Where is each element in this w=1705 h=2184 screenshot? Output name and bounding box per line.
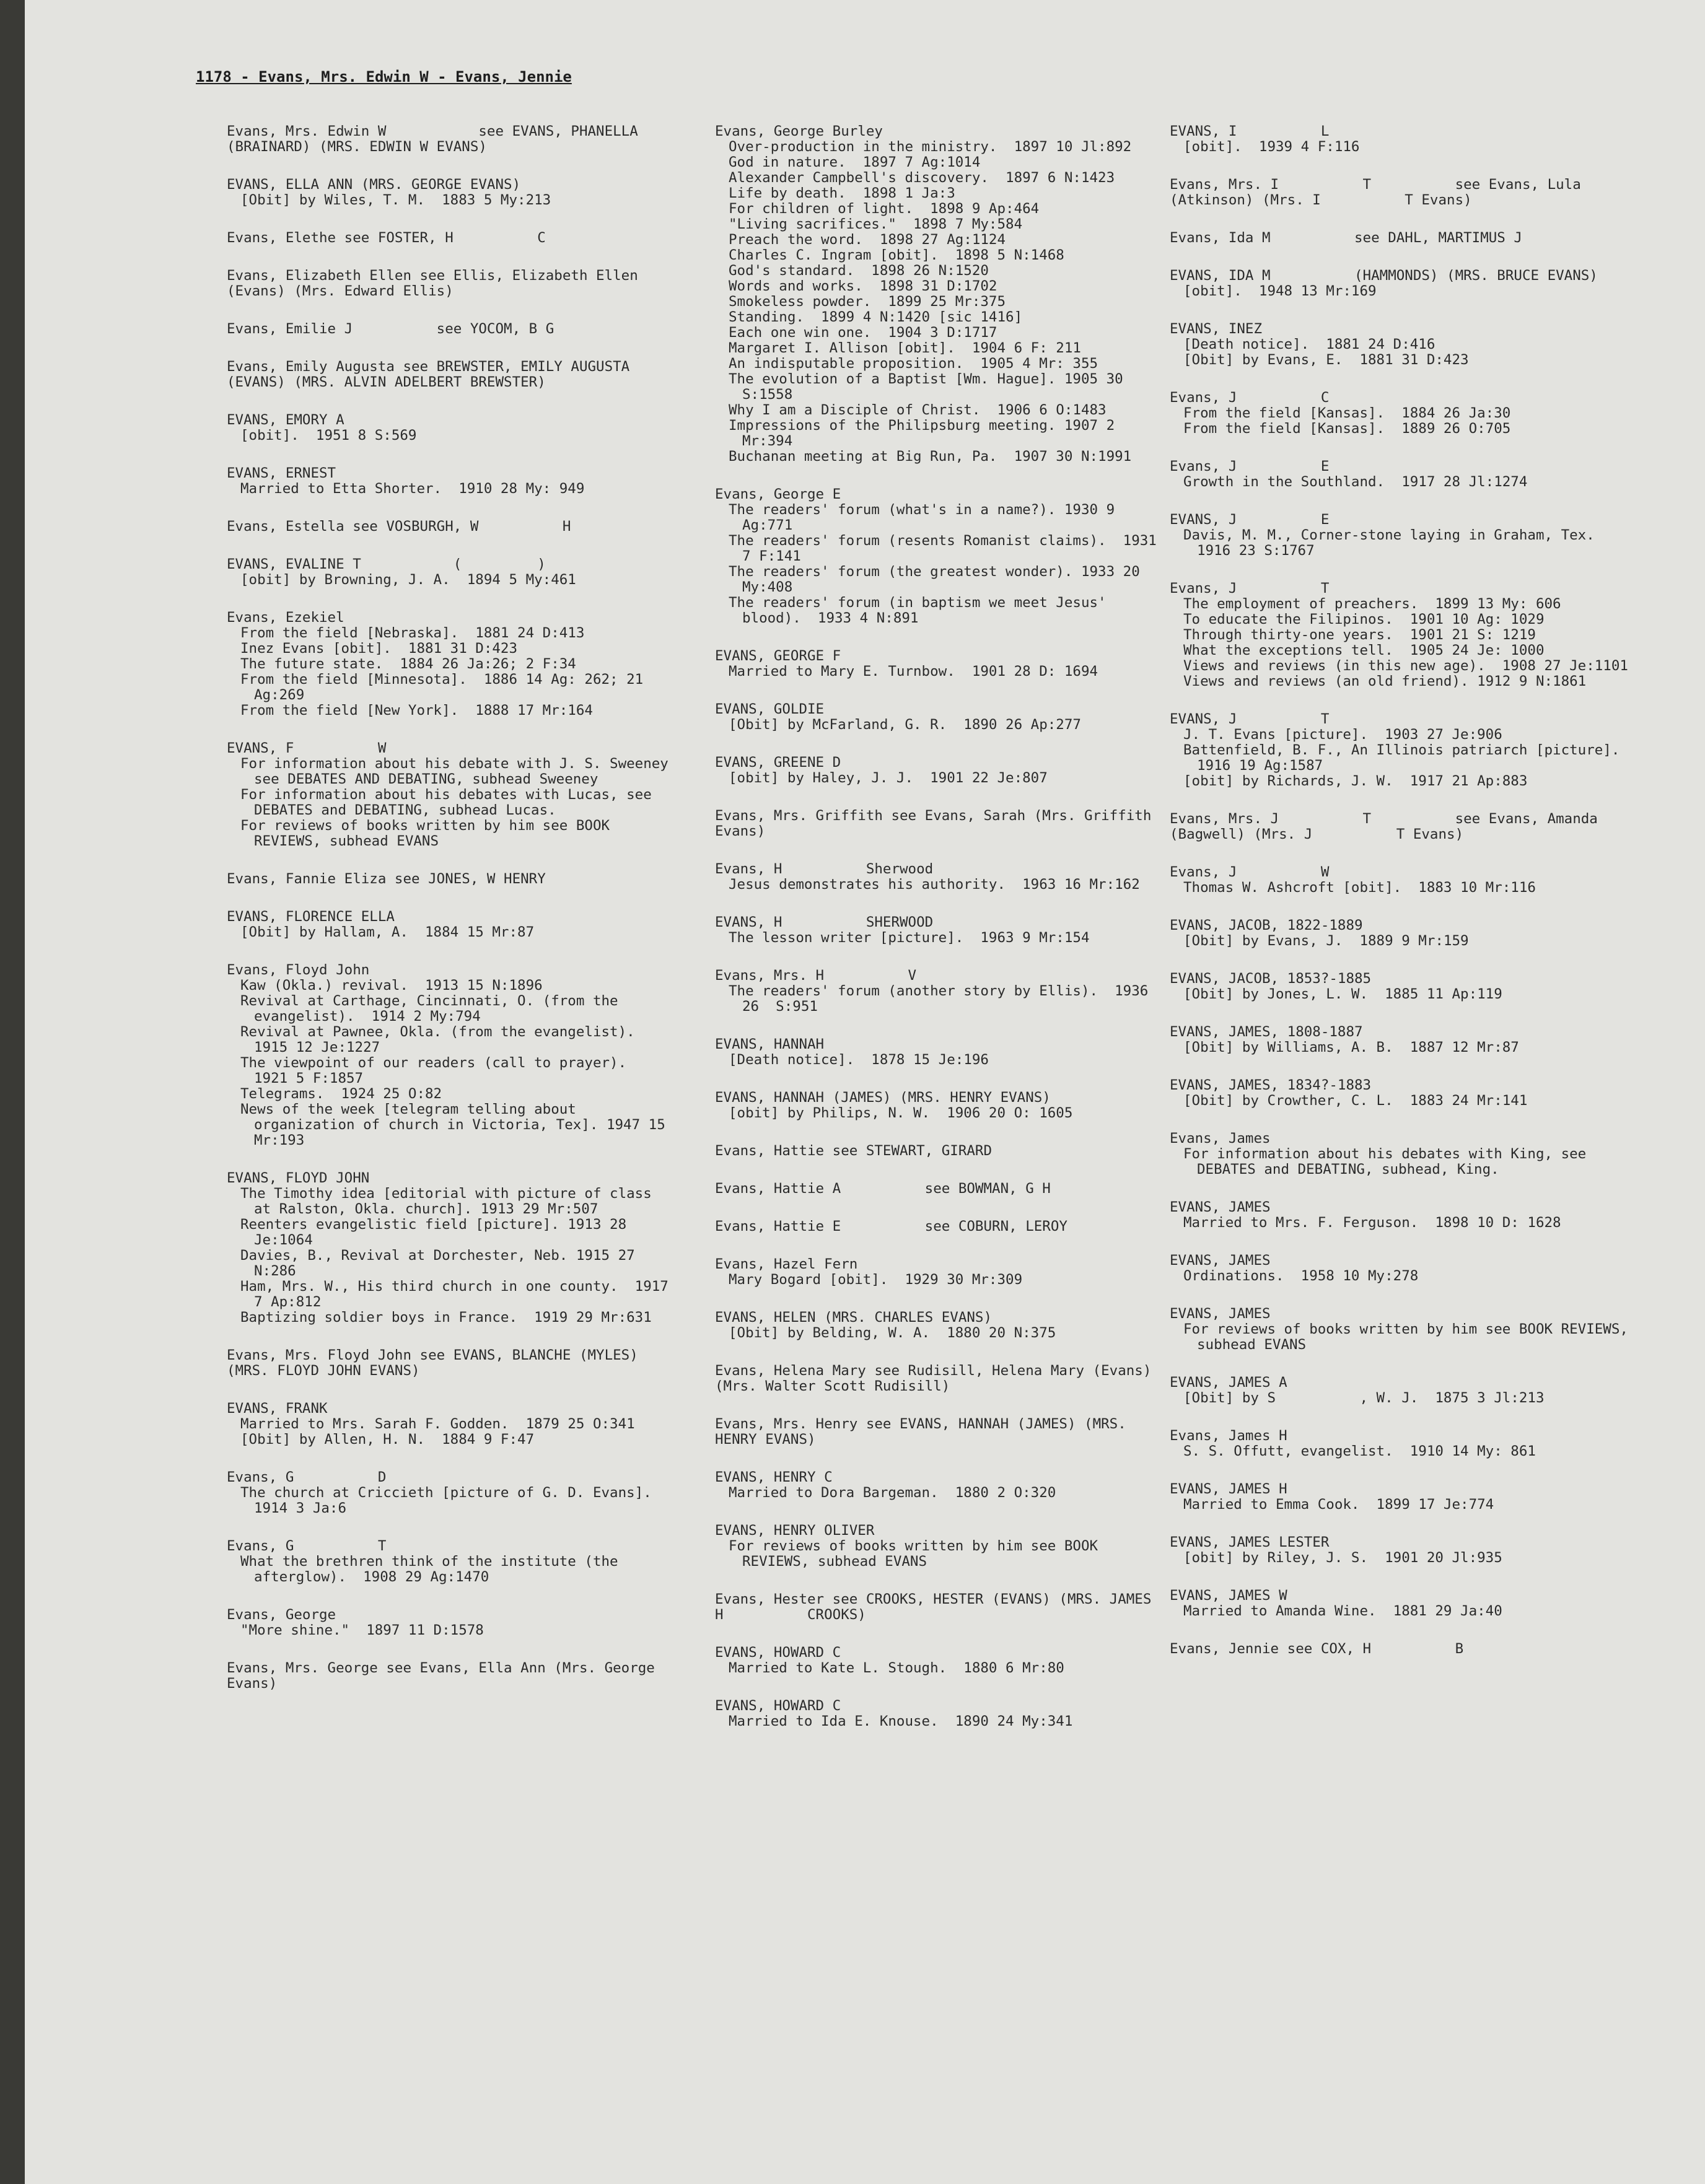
entry-heading: Evans, Mrs. J T see Evans, Amanda (Bagwell) (Mrs. J T Evans): [1170, 811, 1606, 842]
entry-heading: EVANS, EMORY A: [227, 412, 344, 428]
entry-heading: EVANS, GOLDIE: [715, 701, 825, 717]
entry-citation: [obit] by Riley, J. S. 1901 20 Jl:935: [1183, 1550, 1502, 1566]
entry-citation: The lesson writer [picture]. 1963 9 Mr:154: [729, 930, 1090, 946]
entry-citation: [obit] by Richards, J. W. 1917 21 Ap:883: [1183, 773, 1528, 789]
index-entry: [1170, 1200, 1641, 1231]
entry-citation: What the exceptions tell. 1905 24 Je: 1000: [1183, 642, 1545, 658]
index-entry: [227, 466, 673, 497]
index-entry: [1170, 1535, 1641, 1566]
entry-heading: EVANS, ERNEST: [227, 465, 336, 481]
entry-citation: [Obit] by Hallam, A. 1884 15 Mr:87: [240, 924, 535, 940]
index-entry: [715, 1523, 1161, 1570]
entry-citation: From the field [Kansas]. 1884 26 Ja:30: [1183, 405, 1511, 421]
entry-citation: Ordinations. 1958 10 My:278: [1183, 1268, 1419, 1284]
index-entry: [227, 963, 673, 1148]
entry-citation: For information about his debates with Lucas, see DEBATES and DEBATING, subhead Lucas.: [240, 787, 660, 818]
entry-heading: Evans, Mrs. H V: [715, 968, 917, 984]
index-entry: [1170, 1482, 1641, 1513]
index-entry: [227, 230, 673, 246]
entry-citation: The readers' forum (what's in a name?). 1930 9 Ag:771: [729, 502, 1123, 533]
index-entry: [227, 519, 673, 535]
entry-citation: Words and works. 1898 31 D:1702: [729, 278, 997, 294]
entry-citation: The readers' forum (in baptism we meet Jesus' blood). 1933 4 N:891: [729, 595, 1115, 626]
entry-heading: Evans, J T: [1170, 580, 1330, 596]
entry-heading: Evans, Fannie Eliza see JONES, W HENRY: [227, 871, 546, 887]
entry-heading: Evans, Hattie E see COBURN, LEROY: [715, 1218, 1067, 1234]
index-entry: [227, 1539, 673, 1585]
entry-citation: [obit]. 1951 8 S:569: [240, 427, 417, 443]
index-entry: [227, 1401, 673, 1448]
index-entry: [715, 486, 1165, 626]
entry-citation: [Obit] by Evans, J. 1889 9 Mr:159: [1183, 933, 1469, 949]
index-entry: [227, 1170, 677, 1326]
index-entry: [715, 1037, 1161, 1068]
entry-citation: [Death notice]. 1881 24 D:416: [1183, 336, 1435, 352]
entry-citation: [obit]. 1939 4 F:116: [1183, 139, 1360, 155]
entry-citation: Davis, M. M., Corner-stone laying in Graham, Tex. 1916 23 S:1767: [1183, 527, 1611, 559]
index-entry: [715, 1470, 1161, 1501]
entry-citation: Married to Mrs. Sarah F. Godden. 1879 25 O:341: [240, 1416, 635, 1432]
index-entry: [227, 1348, 673, 1379]
entry-citation: The employment of preachers. 1899 13 My: 606: [1183, 596, 1561, 612]
entry-citation: The readers' forum (the greatest wonder). 1933 20 My:408: [729, 564, 1149, 595]
entry-heading: EVANS, JAMES, 1834?-1883: [1170, 1077, 1372, 1093]
index-entry: [715, 1645, 1161, 1676]
index-entry: [227, 413, 673, 443]
entry-heading: EVANS, JAMES LESTER: [1170, 1534, 1330, 1550]
entry-heading: EVANS, JAMES W: [1170, 1588, 1287, 1604]
index-entry: [715, 1417, 1161, 1448]
entry-heading: Evans, G D: [227, 1469, 387, 1485]
entry-citation: Kaw (Okla.) revival. 1913 15 N:1896: [240, 977, 543, 994]
entry-citation: S. S. Offutt, evangelist. 1910 14 My: 861: [1183, 1443, 1536, 1459]
index-entry: [1170, 1588, 1641, 1619]
entry-heading: EVANS, HENRY C: [715, 1469, 833, 1485]
entry-citation: Inez Evans [obit]. 1881 31 D:423: [240, 640, 518, 657]
entry-heading: Evans, George E: [715, 486, 841, 502]
entry-citation: The evolution of a Baptist [Wm. Hague]. 1905 30 S:1558: [729, 371, 1132, 403]
index-entry: [1170, 865, 1641, 896]
index-entry: [715, 1143, 1161, 1159]
entry-citation: [Obit] by S , W. J. 1875 3 Jl:213: [1183, 1390, 1545, 1406]
entry-citation: Married to Mrs. F. Ferguson. 1898 10 D: 1628: [1183, 1215, 1561, 1231]
page-sheet: [25, 0, 1705, 2184]
entry-citation: [Death notice]. 1878 15 Je:196: [729, 1052, 989, 1068]
entry-citation: Reenters evangelistic field [picture]. 1913 28 Je:1064: [240, 1216, 635, 1248]
entry-citation: Revival at Pawnee, Okla. (from the evangelist). 1915 12 Je:1227: [240, 1024, 652, 1055]
index-entry: [227, 909, 673, 940]
entry-heading: EVANS, H SHERWOOD: [715, 914, 934, 930]
entry-citation: Each one win one. 1904 3 D:1717: [729, 325, 997, 341]
index-column-1: [227, 123, 677, 1714]
entry-citation: Standing. 1899 4 N:1420 [sic 1416]: [729, 309, 1023, 325]
entry-heading: Evans, Emily Augusta see BREWSTER, EMILY AUGUSTA (EVANS) (MRS. ALVIN ADELBERT BREWSTER): [227, 359, 638, 390]
entry-citation: Married to Etta Shorter. 1910 28 My: 949: [240, 481, 585, 497]
entry-citation: For reviews of books written by him see BOOK REVIEWS, subhead EVANS: [240, 818, 618, 849]
entry-citation: Charles C. Ingram [obit]. 1898 5 N:1468: [729, 247, 1064, 263]
index-entry: [227, 177, 673, 208]
index-entry: [715, 1592, 1161, 1623]
entry-citation: Thomas W. Ashcroft [obit]. 1883 10 Mr:116: [1183, 880, 1536, 896]
entry-heading: Evans, Ezekiel: [227, 609, 344, 626]
index-entry: [715, 755, 1161, 786]
index-entry: [227, 1661, 673, 1692]
index-entry: [1170, 712, 1641, 789]
entry-citation: J. T. Evans [picture]. 1903 27 Je:906: [1183, 727, 1502, 743]
entry-citation: [Obit] by Williams, A. B. 1887 12 Mr:87: [1183, 1039, 1519, 1055]
index-entry: [1170, 1253, 1641, 1284]
entry-heading: EVANS, HENRY OLIVER: [715, 1522, 875, 1539]
entry-heading: Evans, Elizabeth Ellen see Ellis, Elizabeth Ellen (Evans) (Mrs. Edward Ellis): [227, 268, 647, 299]
index-entry: [715, 968, 1161, 1015]
entry-citation: Life by death. 1898 1 Ja:3: [729, 185, 955, 201]
entry-citation: Views and reviews (an old friend). 1912 9 N:1861: [1183, 673, 1587, 689]
index-entry: [715, 1181, 1161, 1197]
entry-heading: EVANS, I L: [1170, 123, 1330, 139]
index-entry: [715, 1257, 1161, 1288]
entry-heading: Evans, Ida M see DAHL, MARTIMUS J: [1170, 230, 1522, 246]
entry-citation: Mary Bogard [obit]. 1929 30 Mr:309: [729, 1272, 1023, 1288]
entry-citation: The readers' forum (resents Romanist claims). 1931 7 F:141: [729, 533, 1165, 564]
index-entry: [227, 1607, 673, 1638]
entry-heading: EVANS, EVALINE T ( ): [227, 556, 546, 572]
entry-heading: Evans, Jennie see COX, H B: [1170, 1641, 1464, 1657]
entry-citation: [Obit] by McFarland, G. R. 1890 26 Ap:277: [729, 717, 1081, 733]
index-entry: [715, 915, 1161, 946]
index-entry: [227, 268, 673, 299]
index-entry: [715, 808, 1161, 839]
entry-citation: For reviews of books written by him see BOOK REVIEWS, subhead EVANS: [729, 1538, 1107, 1570]
index-entry: [715, 702, 1161, 733]
entry-heading: Evans, Hazel Fern: [715, 1256, 858, 1272]
entry-heading: Evans, George: [227, 1607, 336, 1623]
entry-heading: EVANS, JAMES H: [1170, 1481, 1287, 1497]
entry-citation: "More shine." 1897 11 D:1578: [240, 1622, 484, 1638]
entry-heading: EVANS, FRANK: [227, 1400, 328, 1417]
entry-heading: Evans, Hattie see STEWART, GIRARD: [715, 1143, 993, 1159]
entry-citation: The viewpoint of our readers (call to prayer). 1921 5 F:1857: [240, 1055, 644, 1086]
entry-citation: Impressions of the Philipsburg meeting. 1907 2 Mr:394: [729, 417, 1123, 449]
entry-heading: Evans, George Burley: [715, 123, 883, 139]
entry-citation: Married to Kate L. Stough. 1880 6 Mr:80: [729, 1660, 1064, 1676]
index-entry: [715, 1219, 1161, 1234]
index-entry: [1170, 268, 1641, 299]
entry-citation: [obit] by Browning, J. A. 1894 5 My:461: [240, 572, 576, 588]
entry-heading: EVANS, ELLA ANN (MRS. GEORGE EVANS): [227, 177, 521, 193]
entry-heading: Evans, Estella see VOSBURGH, W H: [227, 518, 571, 535]
entry-heading: Evans, Mrs. Griffith see Evans, Sarah (Mrs. Griffith Evans): [715, 808, 1160, 839]
entry-citation: For information about his debates with King, see DEBATES and DEBATING, subhead, King.: [1183, 1146, 1595, 1177]
entry-heading: EVANS, JAMES: [1170, 1252, 1271, 1269]
entry-citation: From the field [Kansas]. 1889 26 O:705: [1183, 421, 1511, 437]
entry-heading: Evans, Hester see CROOKS, HESTER (EVANS) (MRS. JAMES H CROOKS): [715, 1591, 1160, 1623]
entry-citation: [Obit] by Evans, E. 1881 31 D:423: [1183, 352, 1469, 368]
index-entry: [227, 871, 673, 887]
entry-citation: Battenfield, B. F., An Illinois patriarch [picture]. 1916 19 Ag:1587: [1183, 742, 1637, 774]
entry-citation: Views and reviews (in this new age). 1908 27 Je:1101: [1183, 658, 1628, 674]
entry-citation: [Obit] by Belding, W. A. 1880 20 N:375: [729, 1325, 1056, 1341]
entry-citation: An indisputable proposition. 1905 4 Mr: 355: [729, 356, 1098, 372]
index-entry: [1170, 512, 1641, 559]
entry-citation: [Obit] by Wiles, T. M. 1883 5 My:213: [240, 192, 551, 208]
index-entry: [715, 1363, 1161, 1394]
entry-citation: [Obit] by Jones, L. W. 1885 11 Ap:119: [1183, 986, 1502, 1002]
entry-heading: EVANS, IDA M (HAMMONDS) (MRS. BRUCE EVANS): [1170, 268, 1598, 284]
entry-citation: The readers' forum (another story by Ellis). 1936 26 S:951: [729, 983, 1157, 1015]
entry-citation: Alexander Campbell's discovery. 1897 6 N:1423: [729, 170, 1115, 186]
entry-citation: Why I am a Disciple of Christ. 1906 6 O:1483: [729, 402, 1107, 418]
index-entry: [227, 1470, 673, 1516]
entry-citation: Through thirty-one years. 1901 21 S: 1219: [1183, 627, 1536, 643]
entry-heading: Evans, James H: [1170, 1428, 1287, 1444]
entry-citation: News of the week [telegram telling about organization of church in Victoria, Tex]. 1947 15 Mr:193: [240, 1101, 674, 1148]
index-entry: [1170, 1641, 1641, 1657]
index-entry: [715, 649, 1161, 679]
entry-citation: Baptizing soldier boys in France. 1919 29 Mr:631: [240, 1309, 652, 1326]
entry-citation: Married to Ida E. Knouse. 1890 24 My:341: [729, 1713, 1073, 1729]
index-entry: [715, 862, 1161, 893]
entry-citation: Revival at Carthage, Cincinnati, O. (from the evangelist). 1914 2 My:794: [240, 993, 627, 1024]
entry-heading: EVANS, J E: [1170, 512, 1330, 528]
entry-citation: For information about his debate with J. S. Sweeney see DEBATES AND DEBATING, subhead Sweeney: [240, 756, 677, 787]
entry-citation: [Obit] by Crowther, C. L. 1883 24 Mr:141: [1183, 1093, 1528, 1109]
index-entry: [715, 1090, 1161, 1121]
entry-citation: [obit]. 1948 13 Mr:169: [1183, 283, 1377, 299]
entry-heading: Evans, Mrs. Edwin W see EVANS, PHANELLA (BRAINARD) (MRS. EDWIN W EVANS): [227, 123, 647, 155]
entry-heading: EVANS, JAMES A: [1170, 1374, 1287, 1391]
index-entry: [227, 321, 673, 337]
entry-citation: For reviews of books written by him see BOOK REVIEWS, subhead EVANS: [1183, 1321, 1637, 1353]
entry-citation: The church at Criccieth [picture of G. D. Evans]. 1914 3 Ja:6: [240, 1485, 668, 1516]
entry-citation: What the brethren think of the institute (the afterglow). 1908 29 Ag:1470: [240, 1553, 627, 1585]
index-entry: [227, 740, 677, 849]
index-entry: [1170, 918, 1641, 949]
entry-citation: Margaret I. Allison [obit]. 1904 6 F: 211: [729, 340, 1081, 356]
entry-heading: Evans, James: [1170, 1130, 1271, 1147]
entry-citation: Davies, B., Revival at Dorchester, Neb. 1915 27 N:286: [240, 1247, 644, 1279]
entry-heading: EVANS, FLORENCE ELLA: [227, 909, 395, 925]
entry-heading: Evans, H Sherwood: [715, 861, 934, 877]
index-entry: [1170, 1306, 1641, 1353]
index-entry: [1170, 1428, 1641, 1459]
page-header: 1178 - Evans, Mrs. Edwin W - Evans, Jennie: [196, 68, 572, 85]
entry-citation: From the field [Nebraska]. 1881 24 D:413: [240, 625, 585, 641]
entry-citation: Married to Emma Cook. 1899 17 Je:774: [1183, 1496, 1494, 1513]
index-entry: [227, 359, 673, 390]
entry-heading: EVANS, JACOB, 1853?-1885: [1170, 971, 1372, 987]
index-column-3: [1170, 124, 1641, 1679]
entry-heading: EVANS, INEZ: [1170, 321, 1263, 337]
entry-citation: "Living sacrifices." 1898 7 My:584: [729, 216, 1023, 232]
entry-heading: EVANS, HANNAH (JAMES) (MRS. HENRY EVANS): [715, 1090, 1051, 1106]
index-entry: [1170, 811, 1641, 842]
entry-heading: Evans, Helena Mary see Rudisill, Helena Mary (Evans) (Mrs. Walter Scott Rudisill): [715, 1363, 1160, 1394]
entry-heading: EVANS, FLOYD JOHN: [227, 1170, 370, 1186]
entry-heading: EVANS, HOWARD C: [715, 1645, 841, 1661]
entry-citation: The future state. 1884 26 Ja:26; 2 F:34: [240, 656, 576, 672]
entry-heading: Evans, Floyd John: [227, 962, 370, 978]
entry-heading: Evans, G T: [227, 1538, 387, 1554]
entry-heading: EVANS, JACOB, 1822-1889: [1170, 917, 1363, 933]
entry-heading: Evans, Hattie A see BOWMAN, G H: [715, 1181, 1051, 1197]
entry-citation: Jesus demonstrates his authority. 1963 16 Mr:162: [729, 876, 1140, 893]
entry-heading: Evans, J E: [1170, 458, 1330, 474]
entry-citation: Married to Mary E. Turnbow. 1901 28 D: 1694: [729, 663, 1098, 679]
entry-heading: Evans, Mrs. Floyd John see EVANS, BLANCHE (MYLES) (MRS. FLOYD JOHN EVANS): [227, 1347, 647, 1379]
entry-citation: Over-production in the ministry. 1897 10 Jl:892: [729, 139, 1132, 155]
index-entry: [715, 1698, 1161, 1729]
entry-citation: Married to Amanda Wine. 1881 29 Ja:40: [1183, 1603, 1502, 1619]
index-column-2: [715, 123, 1165, 1752]
index-entry: [1170, 124, 1641, 155]
entry-citation: For children of light. 1898 9 Ap:464: [729, 201, 1040, 217]
entry-heading: EVANS, GEORGE F: [715, 648, 841, 664]
entry-citation: From the field [New York]. 1888 17 Mr:164: [240, 702, 593, 719]
entry-citation: Ham, Mrs. W., His third church in one county. 1917 7 Ap:812: [240, 1278, 677, 1310]
entry-citation: Buchanan meeting at Big Run, Pa. 1907 30 N:1991: [729, 448, 1132, 465]
index-entry: [1170, 390, 1641, 437]
entry-heading: EVANS, HOWARD C: [715, 1698, 841, 1714]
index-entry: [1170, 1078, 1641, 1109]
entry-citation: Growth in the Southland. 1917 28 Jl:1274: [1183, 474, 1528, 490]
entry-heading: EVANS, JAMES: [1170, 1199, 1271, 1215]
entry-heading: Evans, J C: [1170, 390, 1330, 406]
index-entry: [1170, 1131, 1641, 1177]
entry-citation: God in nature. 1897 7 Ag:1014: [729, 154, 981, 170]
index-entry: [1170, 230, 1641, 246]
entry-heading: EVANS, GREENE D: [715, 754, 841, 771]
entry-citation: Married to Dora Bargeman. 1880 2 O:320: [729, 1485, 1056, 1501]
entry-citation: [obit] by Haley, J. J. 1901 22 Je:807: [729, 770, 1048, 786]
entry-citation: [Obit] by Allen, H. N. 1884 9 F:47: [240, 1431, 535, 1448]
entry-heading: Evans, Mrs. George see Evans, Ella Ann (Mrs. George Evans): [227, 1660, 664, 1692]
entry-citation: The Timothy idea [editorial with picture of class at Ralston, Okla. church]. 1913 29 Mr:507: [240, 1186, 660, 1217]
entry-heading: Evans, Mrs. I T see Evans, Lula (Atkinson) (Mrs. I T Evans): [1170, 177, 1590, 208]
index-entry: [227, 124, 673, 155]
index-entry: [715, 124, 1161, 465]
entry-heading: EVANS, HELEN (MRS. CHARLES EVANS): [715, 1309, 993, 1326]
entry-citation: To educate the Filipinos. 1901 10 Ag: 1029: [1183, 611, 1545, 627]
entry-heading: EVANS, JAMES, 1808-1887: [1170, 1024, 1363, 1040]
index-entry: [1170, 1024, 1641, 1055]
index-entry: [1170, 321, 1641, 368]
entry-citation: God's standard. 1898 26 N:1520: [729, 263, 989, 279]
entry-citation: Telegrams. 1924 25 O:82: [240, 1086, 442, 1102]
entry-heading: Evans, Elethe see FOSTER, H C: [227, 230, 546, 246]
entry-heading: EVANS, F W: [227, 740, 387, 756]
index-entry: [1170, 177, 1641, 208]
entry-citation: [obit] by Philips, N. W. 1906 20 O: 1605: [729, 1105, 1073, 1121]
index-entry: [1170, 581, 1641, 689]
entry-citation: Smokeless powder. 1899 25 Mr:375: [729, 294, 1006, 310]
index-entry: [1170, 971, 1641, 1002]
index-entry: [1170, 459, 1641, 490]
entry-heading: EVANS, J T: [1170, 711, 1330, 727]
index-entry: [227, 557, 673, 588]
entry-heading: EVANS, JAMES: [1170, 1306, 1271, 1322]
entry-citation: From the field [Minnesota]. 1886 14 Ag: 262; 21 Ag:269: [240, 671, 652, 703]
index-entry: [227, 610, 673, 719]
entry-citation: Preach the word. 1898 27 Ag:1124: [729, 232, 1006, 248]
entry-heading: EVANS, HANNAH: [715, 1036, 825, 1052]
index-entry: [1170, 1375, 1641, 1406]
entry-heading: Evans, Mrs. Henry see EVANS, HANNAH (JAMES) (MRS. HENRY EVANS): [715, 1416, 1135, 1448]
entry-heading: Evans, J W: [1170, 864, 1330, 880]
entry-heading: Evans, Emilie J see YOCOM, B G: [227, 321, 554, 337]
index-entry: [715, 1310, 1161, 1341]
